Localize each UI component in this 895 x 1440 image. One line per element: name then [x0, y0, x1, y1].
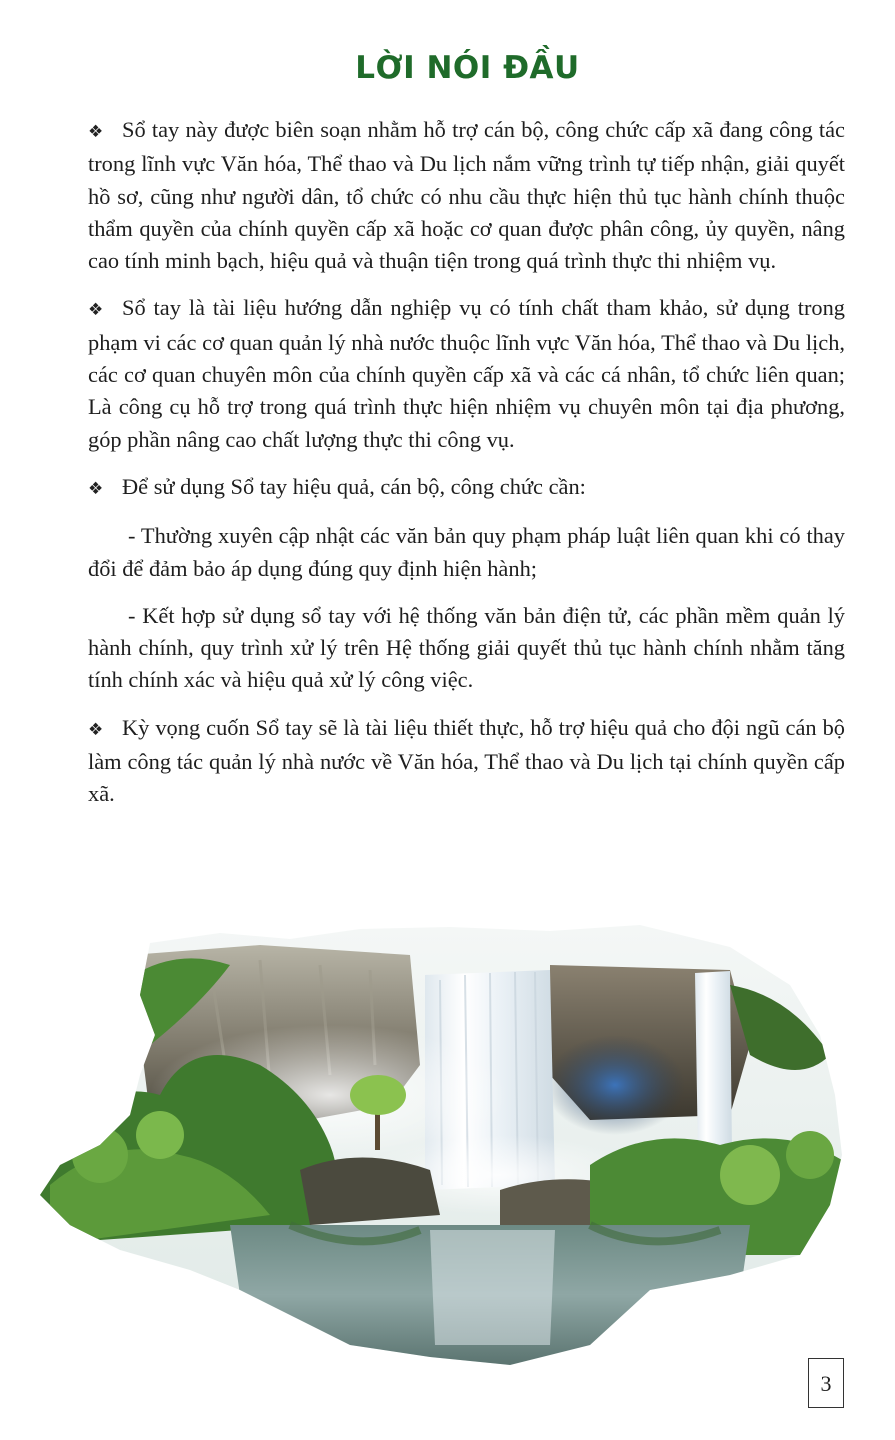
page-number: 3 — [808, 1358, 844, 1408]
paragraph-purpose — [88, 114, 845, 277]
diamond-bullet-icon: ❖ — [88, 478, 104, 499]
paragraph-text: Kỳ vọng cuốn Sổ tay sẽ là tài liệu thiết thực, hỗ trợ hiệu quả cho đội ngũ cán bộ làm công tác quản lý nhà nước về Văn hóa, Thể thao và Du lịch tại chính quyền cấp xã. — [88, 714, 845, 807]
usage-item-combine: - Kết hợp sử dụng sổ tay với hệ thống văn bản điện tử, các phần mềm quản lý hành chính, quy trình xử lý trên Hệ thống giải quyết thủ tục hành chính nhằm tăng tính chính xác và hiệu quả xử lý công việc. — [88, 602, 845, 693]
paragraph-usage-intro — [88, 471, 845, 505]
paragraph-expectation — [88, 712, 845, 811]
page-title: LỜI NÓI ĐẦU — [355, 50, 580, 86]
paragraph-text: Sổ tay là tài liệu hướng dẫn nghiệp vụ có tính chất tham khảo, sử dụng trong phạm vi các cơ quan quản lý nhà nước thuộc lĩnh vực Văn hóa, Thể thao và Du lịch, các cơ quan chuyên môn của chính quyền cấp xã và các cá nhân, tổ chức liên quan; Là công cụ hỗ trợ trong quá trình thực hiện nhiệm vụ chuyên môn tại địa phương, góp phần nâng cao chất lượng thực thi công vụ. — [88, 295, 845, 452]
usage-item-update: - Thường xuyên cập nhật các văn bản quy phạm pháp luật liên quan khi có thay đổi để đảm bảo áp dụng đúng quy định hiện hành; — [88, 523, 845, 581]
diamond-bullet-icon: ❖ — [88, 122, 104, 142]
paragraph-scope — [88, 292, 845, 455]
preface-body — [88, 114, 845, 826]
waterfall-landscape-image — [30, 925, 860, 1365]
diamond-bullet-icon: ❖ — [88, 719, 104, 740]
paragraph-text: Để sử dụng Sổ tay hiệu quả, cán bộ, công chức cần: — [122, 473, 586, 499]
paragraph-text: Sổ tay này được biên soạn nhằm hỗ trợ cán bộ, công chức cấp xã đang công tác trong lĩnh vực Văn hóa, Thể thao và Du lịch nắm vững trình tự tiếp nhận, giải quyết hồ sơ, cũng như người dân, tổ chức có nhu cầu thực hiện thủ tục hành chính thuộc thẩm quyền của chính quyền cấp xã hoặc cơ quan được phân công, ủy quyền, nâng cao tính minh bạch, hiệu quả và thuận tiện trong quá trình thực thi nhiệm vụ. — [88, 117, 845, 274]
diamond-bullet-icon: ❖ — [88, 300, 104, 321]
